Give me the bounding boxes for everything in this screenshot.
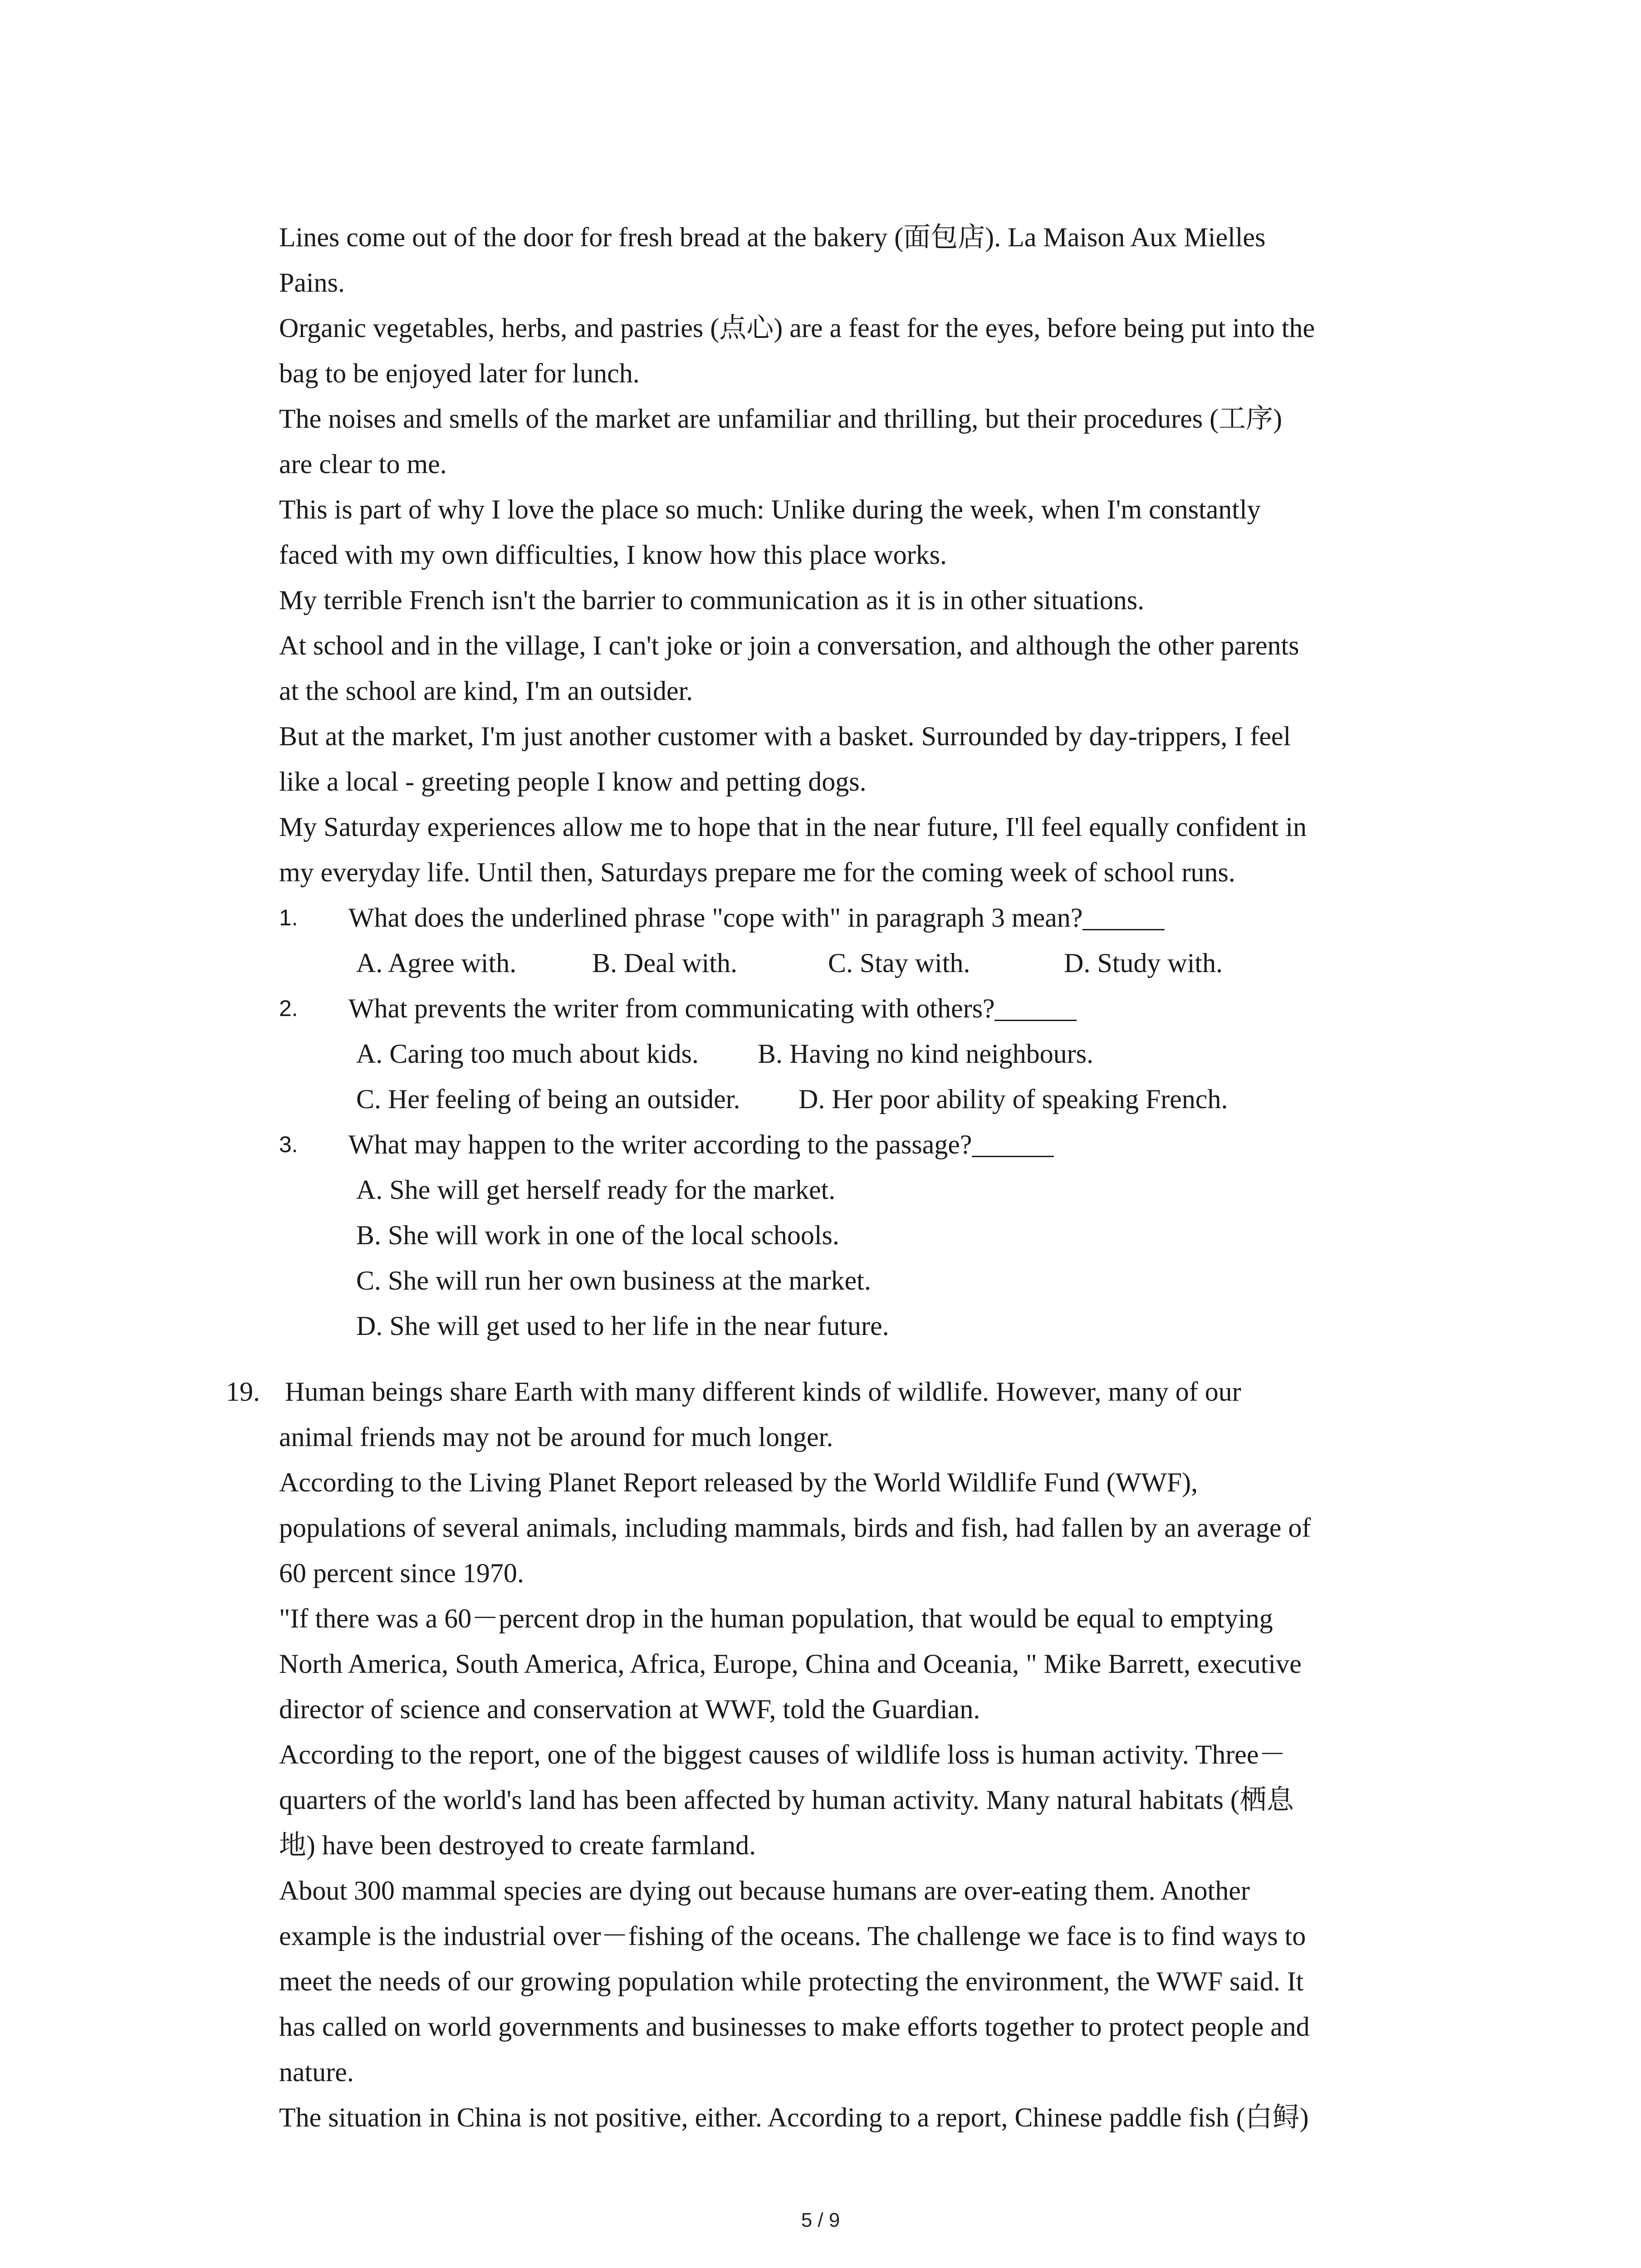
passage-line: Human beings share Earth with many different kinds of wildlife. However, many of our [285, 1377, 1241, 1407]
passage-line: 地) have been destroyed to create farmland. [279, 1830, 756, 1860]
passage-line: "If there was a 60－percent drop in the human population, that would be equal to emptying [279, 1603, 1273, 1633]
passage-line: The situation in China is not positive, either. According to a report, Chinese paddle fish (白鲟) [279, 2102, 1309, 2132]
question-number: 2. [279, 996, 298, 1021]
passage-line: According to the report, one of the biggest causes of wildlife loss is human activity. Three－ [279, 1740, 1286, 1769]
option-a[interactable]: A. She will get herself ready for the market. [356, 1175, 836, 1205]
passage-line: The noises and smells of the market are unfamiliar and thrilling, but their procedures (工序) [279, 404, 1283, 434]
option-d[interactable]: D. She will get used to her life in the near future. [356, 1311, 889, 1341]
option-d[interactable]: D. Study with. [1064, 948, 1223, 978]
option-b[interactable]: B. Having no kind neighbours. [758, 1039, 1093, 1069]
passage-line: are clear to me. [279, 449, 447, 479]
question-number: 1. [279, 905, 298, 930]
passage-line: At school and in the village, I can't joke or join a conversation, and although the other parents [279, 631, 1299, 660]
passage-line: About 300 mammal species are dying out because humans are over-eating them. Another [279, 1876, 1250, 1906]
passage-line: my everyday life. Until then, Saturdays prepare me for the coming week of school runs. [279, 857, 1235, 887]
option-c[interactable]: C. Her feeling of being an outsider. [356, 1084, 740, 1114]
passage-line: North America, South America, Africa, Europe, China and Oceania, " Mike Barrett, executive [279, 1649, 1302, 1679]
passage-line: Organic vegetables, herbs, and pastries (点心) are a feast for the eyes, before being put into the [279, 313, 1315, 343]
passage-line: According to the Living Planet Report released by the World Wildlife Fund (WWF), [279, 1467, 1198, 1497]
option-a[interactable]: A. Caring too much about kids. [356, 1039, 699, 1069]
option-a[interactable]: A. Agree with. [356, 948, 517, 978]
passage-line: bag to be enjoyed later for lunch. [279, 358, 640, 388]
question-text: What prevents the writer from communicating with others?______ [348, 993, 1077, 1023]
passage-line: nature. [279, 2057, 354, 2087]
question-number: 3. [279, 1132, 298, 1157]
passage-line: at the school are kind, I'm an outsider. [279, 676, 693, 706]
passage-line: director of science and conservation at WWF, told the Guardian. [279, 1694, 980, 1724]
passage-line: This is part of why I love the place so much: Unlike during the week, when I'm constantly [279, 494, 1261, 524]
option-b[interactable]: B. She will work in one of the local schools. [356, 1220, 839, 1250]
passage-line: My terrible French isn't the barrier to communication as it is in other situations. [279, 585, 1145, 615]
passage-line: populations of several animals, including mammals, birds and fish, had fallen by an average of [279, 1513, 1311, 1543]
passage-line: 60 percent since 1970. [279, 1558, 524, 1588]
passage-line: example is the industrial over－fishing of the oceans. The challenge we face is to find ways to [279, 1921, 1306, 1951]
passage-line: like a local - greeting people I know and petting dogs. [279, 767, 867, 797]
passage-line: has called on world governments and businesses to make efforts together to protect people and [279, 2012, 1310, 2042]
passage-line: quarters of the world's land has been affected by human activity. Many natural habitats (栖息 [279, 1785, 1294, 1815]
passage-line: My Saturday experiences allow me to hope that in the near future, I'll feel equally confident in [279, 812, 1307, 842]
passage-line: Pains. [279, 268, 345, 298]
option-b[interactable]: B. Deal with. [592, 948, 737, 978]
option-c[interactable]: C. She will run her own business at the market. [356, 1266, 871, 1295]
passage-line: animal friends may not be around for much longer. [279, 1422, 833, 1452]
passage-line: But at the market, I'm just another customer with a basket. Surrounded by day-trippers, I feel [279, 721, 1291, 751]
question-text: What may happen to the writer according to the passage?______ [348, 1129, 1054, 1159]
passage-line: Lines come out of the door for fresh bread at the bakery (面包店). La Maison Aux Mielles [279, 222, 1266, 252]
page-number: 5 / 9 [801, 2209, 840, 2231]
passage-line: faced with my own difficulties, I know how this place works. [279, 540, 947, 570]
option-d[interactable]: D. Her poor ability of speaking French. [798, 1084, 1228, 1114]
section-number: 19. [226, 1377, 260, 1407]
passage-line: meet the needs of our growing population while protecting the environment, the WWF said. It [279, 1966, 1304, 1996]
question-text: What does the underlined phrase "cope with" in paragraph 3 mean?______ [348, 903, 1165, 933]
option-c[interactable]: C. Stay with. [828, 948, 970, 978]
